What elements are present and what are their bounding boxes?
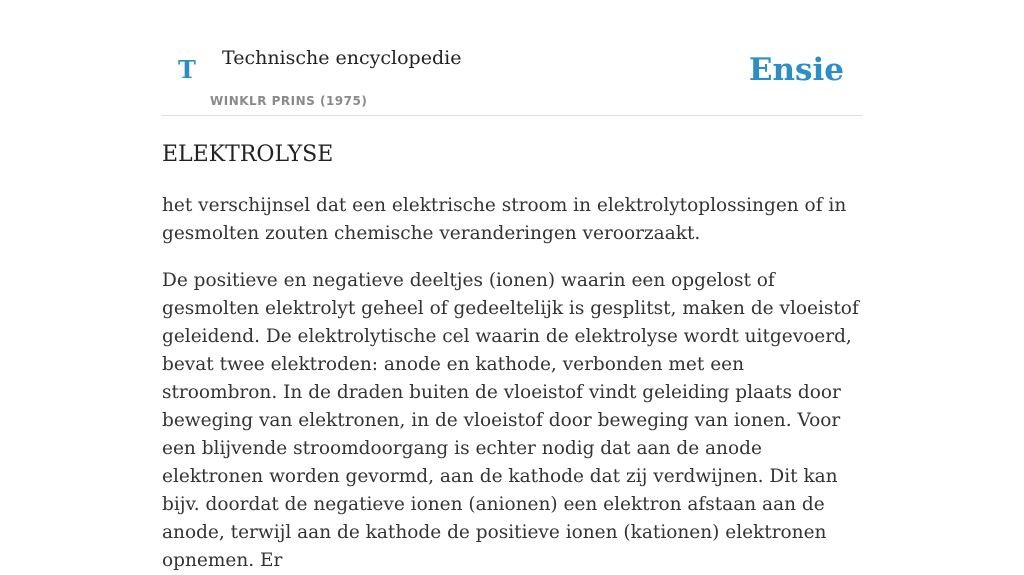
book-header [162,0,862,116]
article-definition: het verschijnsel dat een elektrische stroom in elektrolytoplossingen of in gesmolten zouten chemische veranderingen veroorzaakt. [162,195,847,244]
article-body: De positieve en negatieve deeltjes (ionen) waarin een opgelost of gesmolten elektrolyt geheel of gedeeltelijk is gesplitst, maken de vloeistof geleidend. De elektrolytische cel waarin de elektrolyse wordt uitgevoerd, bevat twee elektroden: anode en kathode, verbonden met een stroombron. In de draden buiten de vloeistof vindt geleiding plaats door beweging van elektronen, in de vloeistof door beweging van ionen. Voor een blijvende stroomdoorgang is echter nodig dat aan de anode elektronen worden gevormd, aan de kathode dat zij verdwijnen. Dit kan bijv. doordat de negatieve ionen (anionen) een elektron afstaan aan de anode, terwijl aan de kathode de positieve ionen (kationen) elektronen opnemen. Er [162,270,859,571]
book-source: WINKLR PRINS (1975) [210,94,368,108]
page [162,0,862,571]
book-logo-icon[interactable]: T [178,55,196,84]
article-headword: ELEKTROLYSE [162,142,334,167]
ensie-logo[interactable]: Ensie [748,52,844,88]
book-title-link[interactable]: Technische encyclopedie [222,47,462,69]
